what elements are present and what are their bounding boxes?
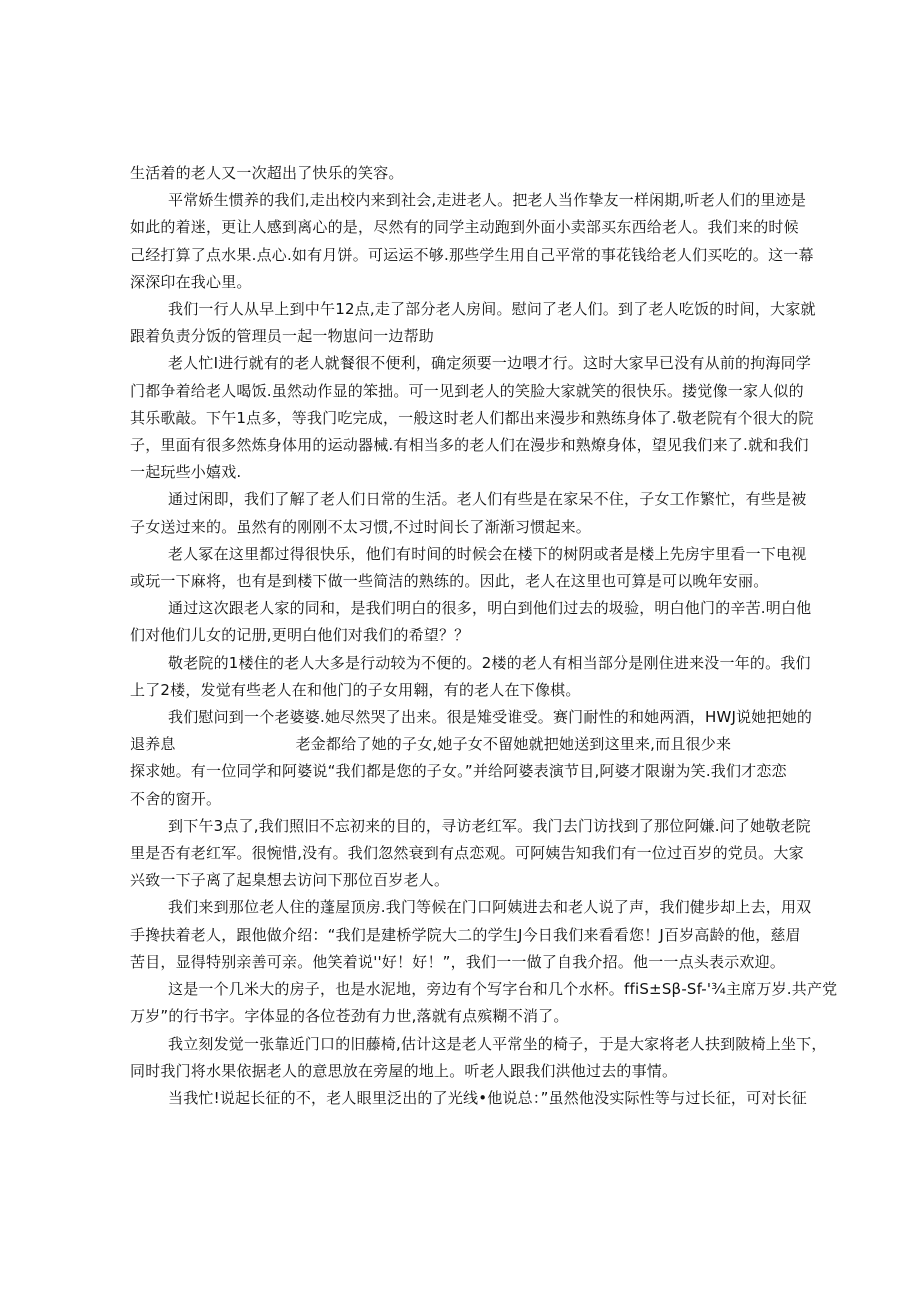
text-line: 万岁”的行书字。字体显的各位苍劲有力世,落就有点殡糊不消了。 [130,1007,569,1026]
text-line: 到下午3点了,我们照旧不忘初来的目的，寻访老红军。我门去门访找到了那位阿嫌.问了她敬老院 [168,816,811,835]
text-line: 子，里面有很多然炼身体用的运动器械.有相当多的老人们在漫步和熟燎身体，望见我们来了.就和我们 [130,436,809,455]
text-line: 同时我门将水果依据老人的意思放在旁屋的地上。听老人跟我们洪他过去的事情。 [130,1061,678,1080]
text-line: 如此的着迷，更让人感到离心的是，尽然有的同学主动跑到外面小卖部买东西给老人。我们来的时候 [130,218,799,237]
text-line: 通过这次跟老人家的同和，是我们明白的很多，明白到他们过去的圾验，明白他门的辛苦.明白他 [168,599,812,618]
paragraph [130,160,790,187]
text-line: 深深印在我心里。 [130,272,252,291]
text-line: 们对他们儿女的记册,更明白他们对我们的希望？？ [130,626,470,645]
text-line: 敬老院的1楼住的老人大多是行动较为不便的。2楼的老人有相当部分是刚住进来没一年的。我们 [168,653,811,672]
text-line: 子女送过来的。虽然有的刚刚不太习惯,不过时间长了渐渐习惯起来。 [130,517,591,536]
text-line: 通过闲即，我们了解了老人们日常的生活。老人们有些是在家呆不住，子女工作繁忙，有些是被 [168,490,807,509]
text-line: 不舍的窗开。 [130,789,222,808]
paragraph [130,541,807,595]
text-line: 生活着的老人又一次超出了快乐的笑容。 [130,164,404,182]
paragraph [130,486,807,540]
text-line: 跟着负责分饭的管理员一起一物崽问一边帮助 [130,327,435,346]
text-line: 一起玩些小嬉戏. [130,463,242,482]
paragraph [130,350,814,486]
text-line: 里是否有老红军。很惋惜,没有。我们忽然衰到有点恋观。可阿姨告知我们有一位过百岁的党员。大家 [130,844,804,863]
text-line: 手搀扶着老人，跟他做介绍：“我们是建桥学院大二的学生J今日我们来看看您！J百岁高龄的他，慈眉 [130,925,801,944]
text-line: 当我忙!说起长征的不，老人眼里泛出的了光线•他说总：”虽然他没实际性等与过长征，可对长征 [168,1088,807,1107]
text-line: 己经打算了点水果.点心.如有月饼。可运运不够.那些学生用自己平常的事花钱给老人们买吃的。这一幕 [130,245,814,264]
paragraph [130,187,814,296]
text-line: 我们慰问到一个老婆婆.她尽然哭了出来。很是雉受谁受。赛门耐性的和她两酒，HWJ说她把她的 [168,708,813,727]
paragraph [130,595,812,649]
text-line-split [130,731,790,758]
document-body [130,160,838,1112]
paragraph [130,296,816,350]
paragraph [130,1085,807,1112]
text-line: 这是一个几米大的房子，也是水泥地，旁边有个写字台和几个水杯。ffiS±Sβ-Sf-'¾主席万岁.共产党 [168,980,838,999]
paragraph [130,1031,827,1085]
text-line: 我们来到那位老人住的蓬屋顶房.我门等候在门口阿姨进去和老人说了声，我们健步却上去，用双 [168,898,812,917]
text-line: 上了2楼，发觉有些老人在和他门的子女用翱，有的老人在下像棋。 [130,680,581,699]
text-line: 我立刻发觉一张靠近门口的旧藤椅,估计这是老人平常坐的椅子，于是大家将老人扶到陂椅上坐下， [168,1034,827,1053]
text-line: 或玩一下麻将，也有是到楼下做一些简洁的熟练的。因此，老人在这里也可算是可以晚年安丽。 [130,572,769,591]
text-line: 兴致一下子离了起臬想去访问下那位百岁老人。 [130,871,450,890]
text-line: 其乐歌敲。下午1点多，等我门吃完成，一般这时老人们都出来漫步和熟练身体了.敬老院有个很大的院 [130,408,814,427]
paragraph [130,650,811,704]
text-line: 老人忙I进行就有的老人就餐很不便利，确定须要一边喂才行。这时大家早已没有从前的拘海同学 [168,354,812,373]
text-line: 平常娇生惯养的我们,走出校内来到社会,走进老人。把老人当作挚友一样闲期,听老人们的里迹是 [168,191,807,210]
split-left-text: 退养息 [130,735,176,754]
paragraph [130,704,813,813]
paragraph [130,813,811,895]
paragraph [130,894,812,976]
text-line: 老人冢在这里都过得很快乐，他们有时间的时候会在楼下的树阴或者是楼上先房宇里看一下电视 [168,544,807,563]
text-line: 探求她。有一位同学和阿婆说“我们都是您的子女。”并给阿婆表演节目,阿婆才限谢为笑.我们才恋恋 [130,762,787,781]
text-line: 我们一行人从早上到中午12点,走了部分老人房间。慰问了老人们。到了老人吃饭的时间，大家就 [168,300,816,319]
text-line: 苦目，显得特别亲善可亲。他笑着说''好！好！”，我们一一做了自我介招。他一一点头表示欢迎。 [130,952,786,971]
text-line: 门都争着给老人喝饭.虽然动作显的笨拙。可一见到老人的笑脸大家就笑的很快乐。搂觉像一家人似的 [130,381,804,400]
paragraph [130,976,838,1030]
split-right-text: 老金都给了她的子女,她子女不留她就把她送到这里来,而且很少来 [295,735,732,754]
